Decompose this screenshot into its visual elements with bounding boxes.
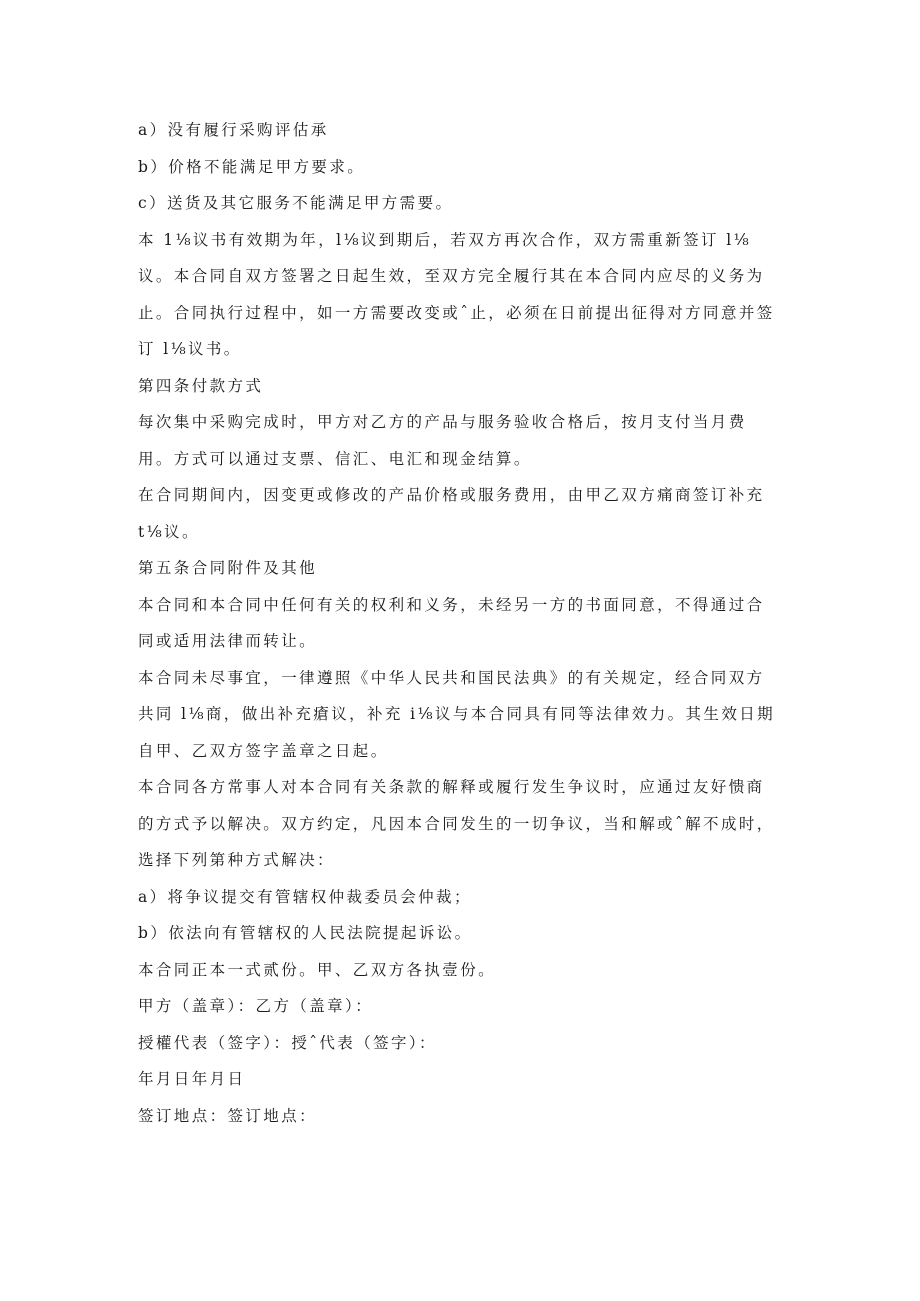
copies-paragraph: 本合同正本一式贰份。甲、乙双方各执壹份。: [138, 960, 497, 979]
date-line: 年月日年月日: [138, 1070, 246, 1088]
price-change-paragraph: 在合同期间内，因变更或修改的产品价格或服务费用，由甲乙双方痛商签订补充 t⅛议。: [138, 486, 765, 541]
dispute-option-b: b）依法向有管辖权的人民法院提起诉讼。: [138, 924, 473, 942]
dispute-paragraph: 本合同各方常事人对本合同有关条款的解释或履行发生争议时，应通过友好愦商的方式予以解决。双方约定，凡因本合同发生的一切争议，当和解或ˆ解不成时，选择下列第种方式解决：: [138, 778, 775, 869]
list-item-c: c）送货及其它服务不能满足甲方需要。: [138, 194, 454, 212]
payment-paragraph: 每次集中采购完成时，甲方对乙方的产品与服务验收合格后，按月支付当月费用。方式可以通过支票、信汇、电汇和现金结算。: [138, 413, 747, 468]
list-item-a: a）没有履行采购评估承: [138, 121, 329, 139]
document-body: [138, 112, 778, 1134]
representative-line: 授權代表（签字）：授ˆ代表（签字）：: [138, 1033, 437, 1052]
list-item-b: b）价格不能满足甲方要求。: [138, 157, 366, 176]
dispute-option-a: a）将争议提交有管辖权仲裁委员会仲裁；: [138, 887, 472, 906]
location-line: 签订地点：签订地点：: [138, 1106, 318, 1125]
supplement-paragraph: 本合同未尽事宜，一律遵照《中华人民共和国民法典》的有关规定，经合同双方共同 l⅛商，做出补充瘡议，补充 i⅛议与本合同具有同等法律效力。其生效日期自甲、乙双方签字盖章之日起。: [138, 668, 776, 760]
section-heading-attachments: 第五条合同附件及其他: [138, 559, 318, 577]
transfer-paragraph: 本合同和本合同中任何有关的权利和义务，未经另一方的书面同意，不得通过合同或适用法律而转让。: [138, 595, 765, 650]
validity-paragraph: 本 1⅛议书有效期为年，l⅛议到期后，若双方再次合作，双方需重新签订 l⅛议。本合同自双方签署之日起生效，至双方完全履行其在本合同内应尽的义务为止。合同执行过程中，如一方需要改变或ˆ止，必须在日前提出征得对方同意并签订 l⅛议书。: [138, 230, 775, 358]
seal-line: 甲方（盖章）：乙方（盖章）：: [138, 997, 374, 1015]
section-heading-payment: 第四条付款方式: [138, 376, 264, 395]
